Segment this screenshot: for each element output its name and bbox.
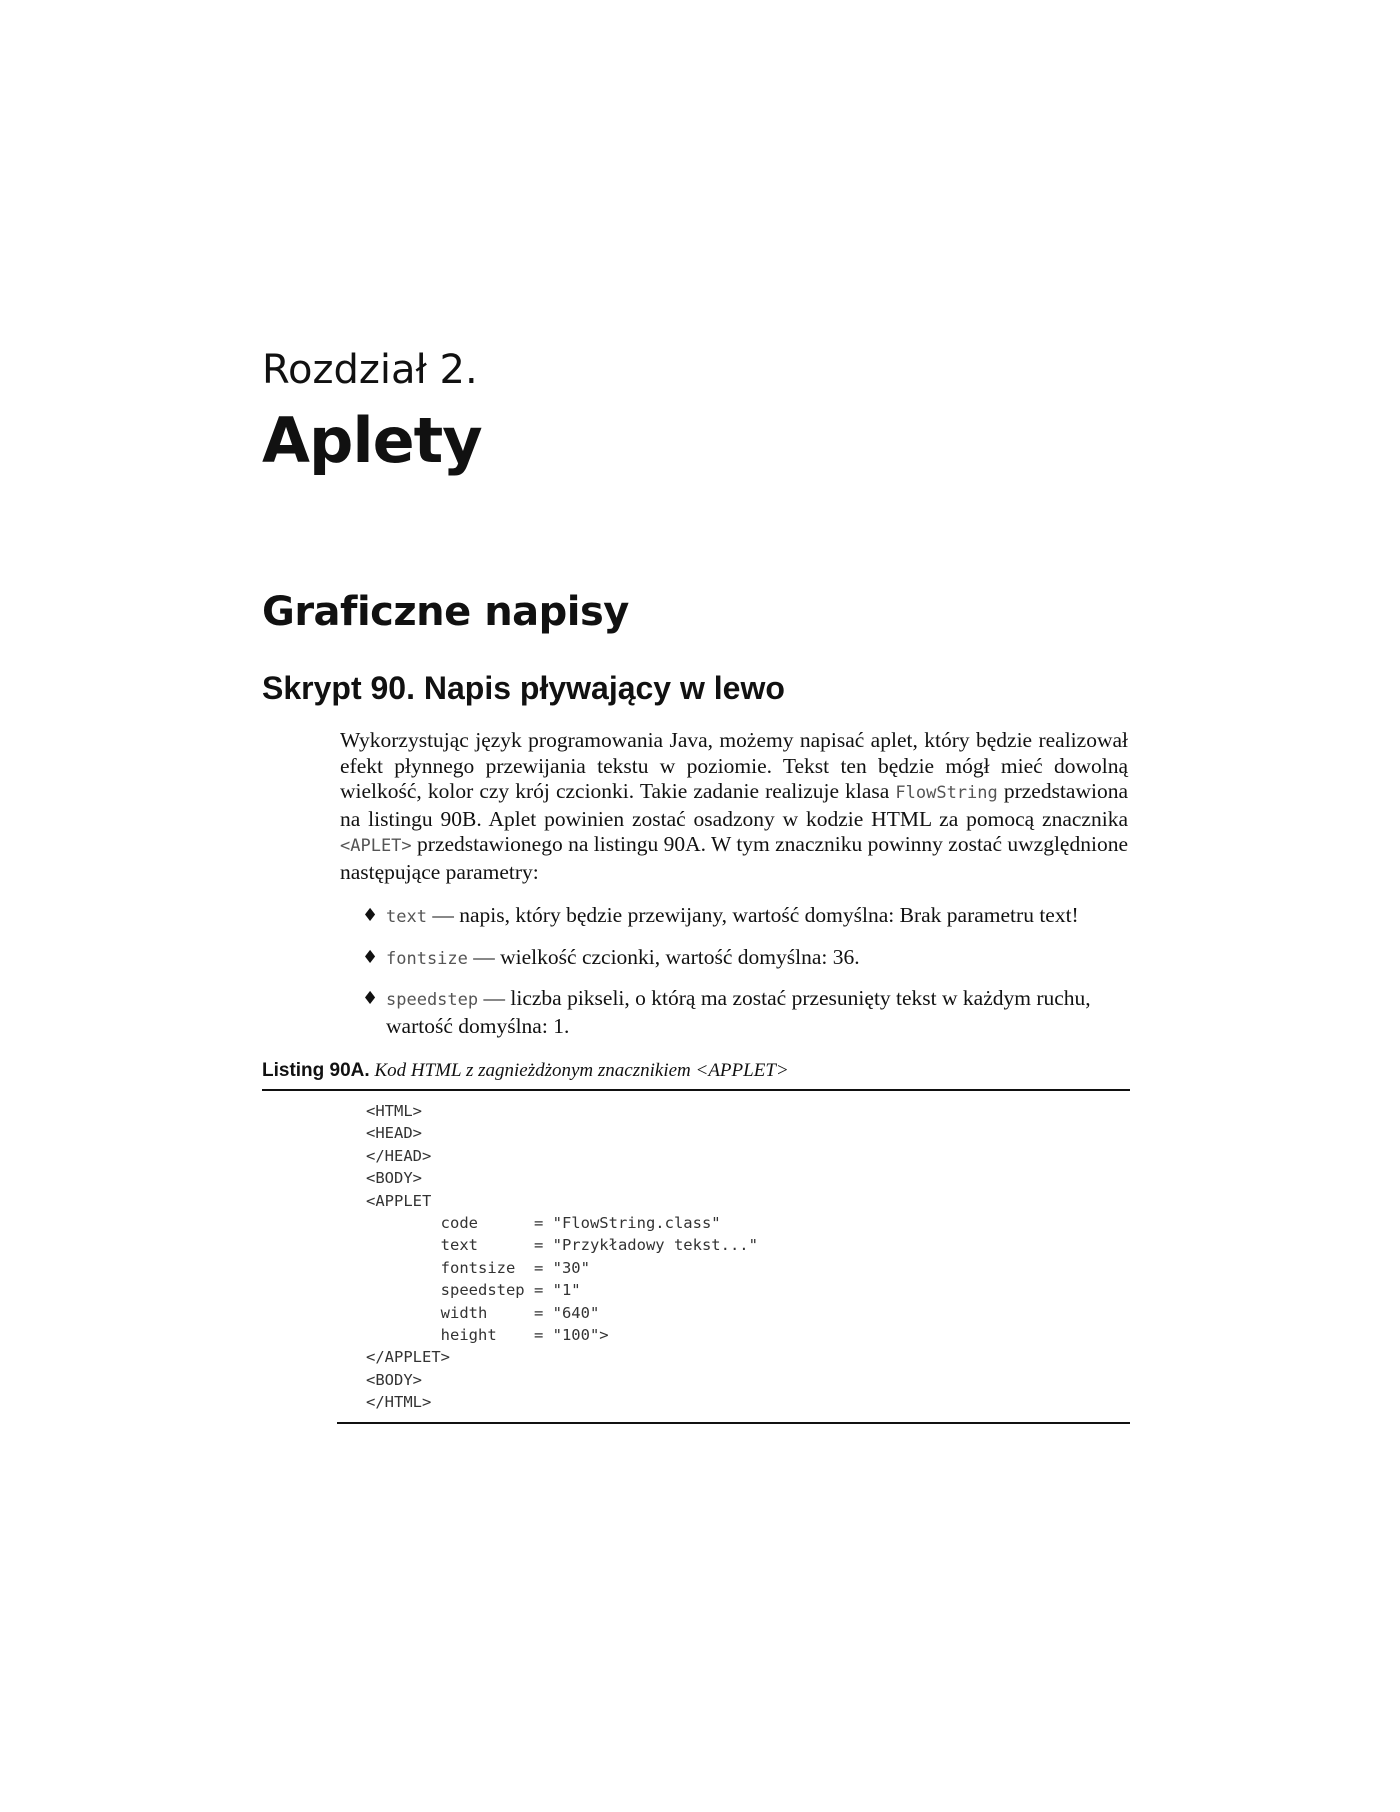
tag-name: <APLET>: [340, 836, 412, 856]
list-item: [362, 903, 1102, 931]
param-desc: — wielkość czcionki, wartość domyślna: 36.: [467, 944, 860, 969]
section-title: Graficzne napisy: [262, 589, 629, 635]
listing-caption: [262, 1059, 1130, 1091]
param-name: text: [386, 907, 427, 927]
intro-text-1: Wykorzystując język programowania Java, możemy napisać aplet, który będzie realizował efekt płynnego przewijania tekstu w poziomie. Tekst ten będzie mógł mieć dowolną wielkość, kolor czy krój czcionki. Takie zadanie realizuje klasa: [340, 728, 1128, 803]
code-line: <APPLET: [366, 1191, 432, 1210]
param-name: fontsize: [386, 948, 468, 969]
intro-text-3: przedstawionego na listingu 90A. W tym znaczniku powinny zostać uwzględnione następujące parametry:: [340, 832, 1128, 884]
listing-label: Listing 90A.: [262, 1060, 370, 1081]
code-line: </HTML>: [366, 1393, 432, 1412]
chapter-label: Rozdział 2.: [262, 347, 478, 393]
code-line: <BODY>: [366, 1370, 422, 1389]
subsection-title: Skrypt 90. Napis pływający w lewo: [262, 670, 785, 706]
intro-paragraph: [340, 728, 1128, 885]
code-line: </APPLET>: [366, 1348, 450, 1367]
param-name: speedstep: [386, 990, 479, 1010]
code-line: fontsize = "30": [366, 1258, 590, 1277]
diamond-bullet-icon: ♦: [362, 946, 379, 968]
code-line: speedstep = "1": [366, 1281, 581, 1300]
code-line: <HTML>: [366, 1102, 422, 1120]
code-line: </HEAD>: [366, 1146, 432, 1165]
code-line: height = "100">: [366, 1326, 609, 1345]
class-name: FlowString: [895, 783, 998, 803]
chapter-title: Aplety: [262, 404, 482, 477]
param-desc: — liczba pikseli, o którą ma zostać przesunięty tekst w każdym ruchu, wartość domyślna: 1.: [386, 986, 1091, 1038]
code-line: width = "640": [366, 1303, 600, 1322]
code-listing: [366, 1100, 758, 1414]
list-item: [362, 945, 1102, 973]
code-line: <HEAD>: [366, 1124, 422, 1143]
code-line: code = "FlowString.class": [366, 1214, 721, 1233]
param-desc: — napis, który będzie przewijany, wartość domyślna: Brak parametru text!: [426, 903, 1079, 927]
list-item: [362, 986, 1102, 1039]
listing-bottom-rule: [337, 1422, 1130, 1424]
code-line: text = "Przykładowy tekst...": [366, 1236, 758, 1255]
parameter-list: [362, 903, 1102, 1053]
listing-description: Kod HTML z zagnieżdżonym znacznikiem <APPLET>: [374, 1060, 789, 1081]
code-line: <BODY>: [366, 1169, 422, 1188]
intro-text-2: przedstawiona na listingu 90B. Aplet powinien zostać osadzony w kodzie HTML za pomocą znacznika: [340, 779, 1128, 831]
diamond-bullet-icon: ♦: [362, 905, 379, 926]
diamond-bullet-icon: ♦: [362, 988, 379, 1009]
